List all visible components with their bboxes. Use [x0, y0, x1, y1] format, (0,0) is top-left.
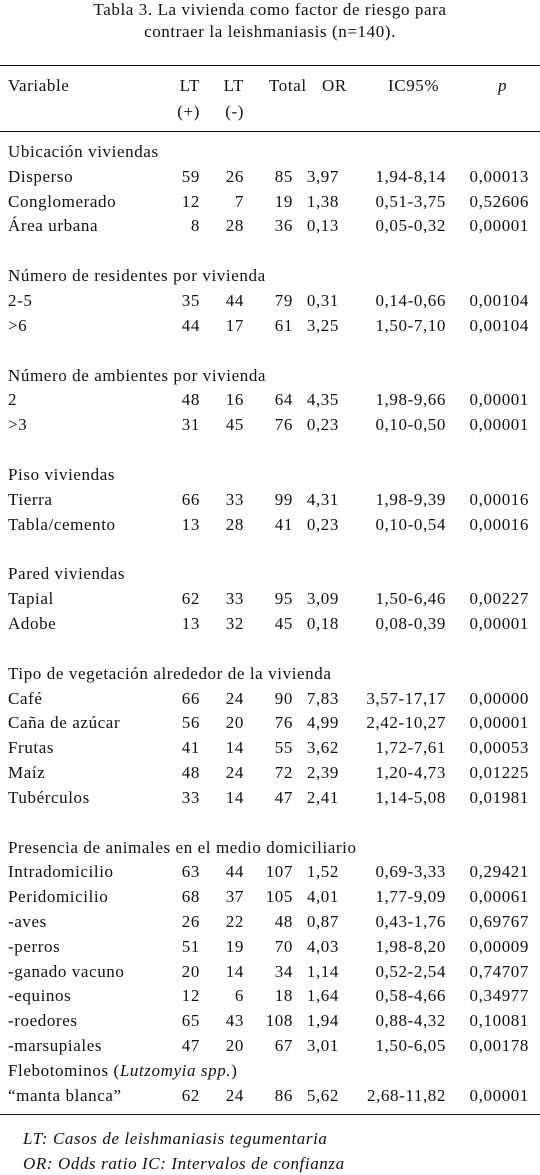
- row-p-value: 0,52606: [469, 191, 529, 211]
- row-total: 47: [274, 787, 293, 807]
- header-p: p: [498, 76, 508, 95]
- row-variable: Caña de azúcar: [8, 713, 121, 733]
- row-p-value: 0,00001: [469, 216, 529, 236]
- row-or: 0,18: [306, 614, 339, 633]
- row-p-value: 0,00009: [469, 936, 529, 956]
- row-variable: Peridomicilio: [8, 887, 109, 907]
- row-lt-neg: 28: [225, 514, 244, 534]
- row-variable: Maíz: [8, 763, 46, 782]
- row-ic95: 1,94-8,14: [375, 166, 446, 186]
- row-lt-neg: 44: [225, 862, 244, 882]
- row-lt-neg: 45: [225, 415, 244, 435]
- row-ic95: 3,57-17,17: [366, 688, 446, 708]
- row-lt-pos: 56: [181, 713, 200, 733]
- row-lt-pos: 41: [181, 738, 200, 758]
- row-variable: -aves: [8, 912, 47, 931]
- row-p-value: 0,00104: [469, 315, 529, 335]
- row-variable: Tapial: [8, 589, 54, 609]
- row-lt-neg: 22: [225, 912, 244, 931]
- header-or: OR: [322, 76, 347, 95]
- row-or: 3,25: [306, 315, 339, 335]
- row-lt-neg: 16: [225, 390, 244, 410]
- row-variable: 2-5: [8, 291, 33, 310]
- header-lt-neg: LT: [223, 76, 244, 95]
- row-p-value: 0,00001: [469, 415, 529, 435]
- row-or: 4,35: [306, 390, 339, 410]
- section-heading: Presencia de animales en el medio domiciliario: [8, 837, 357, 857]
- footnote-lt: LT: Casos de leishmaniasis tegumentaria: [23, 1129, 328, 1148]
- row-total: 85: [274, 166, 293, 186]
- row-ic95: 0,69-3,33: [375, 862, 446, 882]
- row-lt-neg: 14: [225, 787, 244, 807]
- header-variable: Variable: [8, 76, 70, 95]
- row-or: 1,14: [306, 961, 339, 981]
- row-p-value: 0,34977: [469, 986, 529, 1006]
- row-variable: -marsupiales: [8, 1036, 103, 1055]
- row-or: 3,62: [306, 738, 339, 758]
- row-lt-pos: 63: [181, 862, 200, 882]
- row-ic95: 0,43-1,76: [375, 912, 446, 931]
- row-lt-pos: 62: [181, 589, 200, 609]
- row-total: 34: [274, 961, 293, 981]
- row-ic95: 1,50-7,10: [375, 315, 446, 335]
- row-ic95: 0,58-4,66: [375, 986, 446, 1006]
- row-or: 5,62: [306, 1085, 339, 1105]
- row-variable: -perros: [8, 936, 61, 956]
- row-variable: -roedores: [8, 1011, 78, 1031]
- row-lt-neg: 28: [225, 216, 244, 236]
- row-variable: >3: [8, 415, 28, 435]
- row-p-value: 0,69767: [469, 912, 529, 931]
- row-lt-pos: 8: [190, 216, 200, 236]
- row-total: 107: [265, 862, 293, 882]
- row-or: 4,01: [306, 887, 339, 907]
- row-lt-pos: 68: [181, 887, 200, 907]
- row-ic95: 1,20-4,73: [375, 763, 446, 782]
- row-p-value: 0,00016: [469, 514, 529, 534]
- row-ic95: 2,68-11,82: [366, 1085, 446, 1105]
- row-p-value: 0,29421: [469, 862, 529, 882]
- row-variable: Frutas: [8, 738, 55, 758]
- row-ic95: 0,10-0,50: [375, 415, 446, 435]
- row-total: 79: [274, 291, 293, 310]
- row-ic95: 0,10-0,54: [375, 514, 446, 534]
- row-or: 7,83: [306, 688, 339, 708]
- row-lt-pos: 13: [181, 514, 200, 534]
- row-ic95: 0,08-0,39: [375, 614, 446, 633]
- row-total: 90: [274, 688, 293, 708]
- row-p-value: 0,00053: [469, 738, 529, 758]
- row-ic95: 0,14-0,66: [375, 291, 446, 310]
- row-ic95: 1,98-8,20: [375, 936, 446, 956]
- row-total: 64: [274, 390, 293, 410]
- row-or: 3,01: [306, 1036, 339, 1055]
- row-lt-neg: 32: [225, 614, 244, 633]
- bottom-rule: [0, 1114, 540, 1115]
- row-lt-pos: 20: [181, 961, 200, 981]
- row-lt-pos: 51: [181, 936, 200, 956]
- row-or: 3,09: [306, 589, 339, 609]
- row-ic95: 1,14-5,08: [375, 787, 446, 807]
- row-ic95: 0,52-2,54: [375, 961, 446, 981]
- row-p-value: 0,00061: [469, 887, 529, 907]
- row-total: 19: [274, 191, 293, 211]
- row-or: 1,64: [306, 986, 339, 1006]
- row-total: 108: [265, 1011, 293, 1031]
- section-heading: Piso viviendas: [8, 465, 116, 484]
- row-p-value: 0,00000: [469, 688, 529, 708]
- row-variable: >6: [8, 315, 28, 335]
- footnote-or-ic: OR: Odds ratio IC: Intervalos de confianza: [23, 1154, 345, 1173]
- row-or: 1,52: [306, 862, 339, 882]
- row-lt-neg: 14: [225, 961, 244, 981]
- row-lt-neg: 44: [225, 291, 244, 310]
- row-lt-pos: 66: [181, 688, 200, 708]
- row-or: 0,31: [306, 291, 339, 310]
- row-ic95: 0,51-3,75: [375, 191, 446, 211]
- row-ic95: 1,77-9,09: [375, 887, 446, 907]
- row-lt-neg: 26: [225, 166, 244, 186]
- row-lt-neg: 17: [225, 315, 244, 335]
- row-p-value: 0,00001: [469, 614, 529, 633]
- row-ic95: 2,42-10,27: [366, 713, 446, 733]
- top-rule: [0, 65, 540, 66]
- row-total: 45: [274, 614, 293, 633]
- row-or: 1,94: [306, 1011, 339, 1031]
- row-variable: Tubérculos: [8, 787, 90, 807]
- row-lt-pos: 12: [181, 191, 200, 211]
- table-title-line-1: Tabla 3. La vivienda como factor de riesgo para: [93, 0, 447, 19]
- row-total: 72: [274, 763, 293, 782]
- row-variable: Adobe: [8, 614, 57, 633]
- row-ic95: 1,98-9,66: [375, 390, 446, 410]
- row-lt-neg: 33: [225, 489, 244, 509]
- row-total: 105: [265, 887, 293, 907]
- row-lt-neg: 6: [234, 986, 244, 1006]
- row-or: 0,13: [306, 216, 339, 236]
- row-p-value: 0,00001: [469, 1085, 529, 1105]
- row-p-value: 0,00178: [469, 1036, 529, 1055]
- row-lt-pos: 65: [181, 1011, 200, 1031]
- row-p-value: 0,01225: [469, 763, 529, 782]
- row-lt-neg: 24: [225, 763, 244, 782]
- row-lt-pos: 47: [181, 1036, 200, 1055]
- row-or: 1,38: [306, 191, 339, 211]
- row-lt-pos: 26: [181, 912, 200, 931]
- section-heading: Ubicación viviendas: [8, 142, 159, 161]
- row-or: 3,97: [306, 166, 339, 186]
- row-variable: -ganado vacuno: [8, 961, 125, 981]
- row-lt-pos: 12: [181, 986, 200, 1006]
- row-total: 76: [274, 415, 293, 435]
- flebotominos-close: ): [231, 1060, 238, 1080]
- row-lt-pos: 59: [181, 166, 200, 186]
- row-total: 70: [274, 936, 293, 956]
- row-total: 95: [274, 589, 293, 609]
- row-lt-pos: 62: [181, 1085, 200, 1105]
- row-variable: -equinos: [8, 986, 72, 1006]
- section-heading: Número de residentes por vivienda: [8, 266, 266, 286]
- row-total: 67: [274, 1036, 293, 1055]
- row-p-value: 0,00016: [469, 489, 529, 509]
- row-lt-neg: 14: [225, 738, 244, 758]
- row-lt-pos: 35: [181, 291, 200, 310]
- row-total: 61: [274, 315, 293, 335]
- row-total: 18: [274, 986, 293, 1006]
- row-or: 0,87: [306, 912, 339, 931]
- header-lt-pos: LT: [179, 76, 200, 95]
- row-lt-neg: 19: [225, 936, 244, 956]
- row-total: 36: [274, 216, 293, 236]
- row-or: 0,23: [306, 415, 339, 435]
- row-lt-neg: 20: [225, 1036, 244, 1055]
- row-variable: Disperso: [8, 166, 74, 186]
- flebotominos-genus: Lutzomyia spp.: [119, 1060, 232, 1080]
- row-ic95: 0,88-4,32: [375, 1011, 446, 1031]
- section-heading: Pared viviendas: [8, 564, 126, 584]
- row-lt-neg: 20: [225, 713, 244, 733]
- row-lt-pos: 48: [181, 390, 200, 410]
- row-total: 99: [274, 489, 293, 509]
- row-total: 86: [274, 1085, 293, 1105]
- header-ic: IC95%: [388, 76, 440, 95]
- row-lt-neg: 33: [225, 589, 244, 609]
- row-lt-pos: 33: [181, 787, 200, 807]
- row-total: 48: [274, 912, 293, 931]
- row-ic95: 1,98-9,39: [375, 489, 446, 509]
- row-variable: “manta blanca”: [8, 1085, 122, 1105]
- row-lt-neg: 37: [225, 887, 244, 907]
- row-p-value: 0,10081: [469, 1011, 529, 1031]
- section-heading-flebotominos: [8, 1061, 237, 1081]
- row-ic95: 1,50-6,05: [375, 1036, 446, 1055]
- row-lt-pos: 44: [181, 315, 200, 335]
- row-or: 4,31: [306, 489, 339, 509]
- row-p-value: 0,01981: [469, 787, 529, 807]
- row-or: 0,23: [306, 514, 339, 534]
- row-variable: Café: [8, 688, 43, 708]
- row-lt-pos: 66: [181, 489, 200, 509]
- row-ic95: 1,50-6,46: [375, 589, 446, 609]
- row-ic95: 0,05-0,32: [375, 216, 446, 236]
- row-lt-pos: 13: [181, 614, 200, 633]
- row-lt-pos: 48: [181, 763, 200, 782]
- row-total: 41: [274, 514, 293, 534]
- row-p-value: 0,00001: [469, 713, 529, 733]
- row-variable: Conglomerado: [8, 191, 117, 211]
- row-or: 2,41: [306, 787, 339, 807]
- row-or: 4,03: [306, 936, 339, 956]
- row-p-value: 0,00013: [469, 166, 529, 186]
- row-variable: Área urbana: [8, 216, 99, 236]
- row-p-value: 0,74707: [469, 961, 529, 981]
- row-lt-neg: 43: [225, 1011, 244, 1031]
- row-lt-neg: 24: [225, 1085, 244, 1105]
- row-total: 76: [274, 713, 293, 733]
- row-variable: Tierra: [8, 489, 53, 509]
- header-total: Total: [269, 76, 307, 95]
- row-total: 55: [274, 738, 293, 758]
- row-variable: 2: [8, 390, 18, 410]
- table-title-line-2: contraer la leishmaniasis (n=140).: [144, 22, 396, 41]
- row-lt-pos: 31: [181, 415, 200, 435]
- row-lt-neg: 7: [234, 191, 244, 211]
- row-or: 2,39: [306, 763, 339, 782]
- flebotominos-label: Flebotominos (: [8, 1060, 120, 1080]
- row-variable: Tabla/cemento: [8, 514, 116, 534]
- section-heading: Número de ambientes por vivienda: [8, 365, 267, 385]
- header-rule: [0, 131, 540, 132]
- row-p-value: 0,00227: [469, 589, 529, 609]
- row-variable: Intradomicilio: [8, 862, 114, 882]
- row-p-value: 0,00001: [469, 390, 529, 410]
- row-ic95: 1,72-7,61: [375, 738, 446, 758]
- section-heading: Tipo de vegetación alrededor de la vivienda: [8, 663, 332, 683]
- header-lt-neg-sign: (-): [225, 102, 244, 121]
- row-or: 4,99: [306, 713, 339, 733]
- row-p-value: 0,00104: [469, 291, 529, 310]
- header-lt-pos-sign: (+): [177, 102, 200, 121]
- row-lt-neg: 24: [225, 688, 244, 708]
